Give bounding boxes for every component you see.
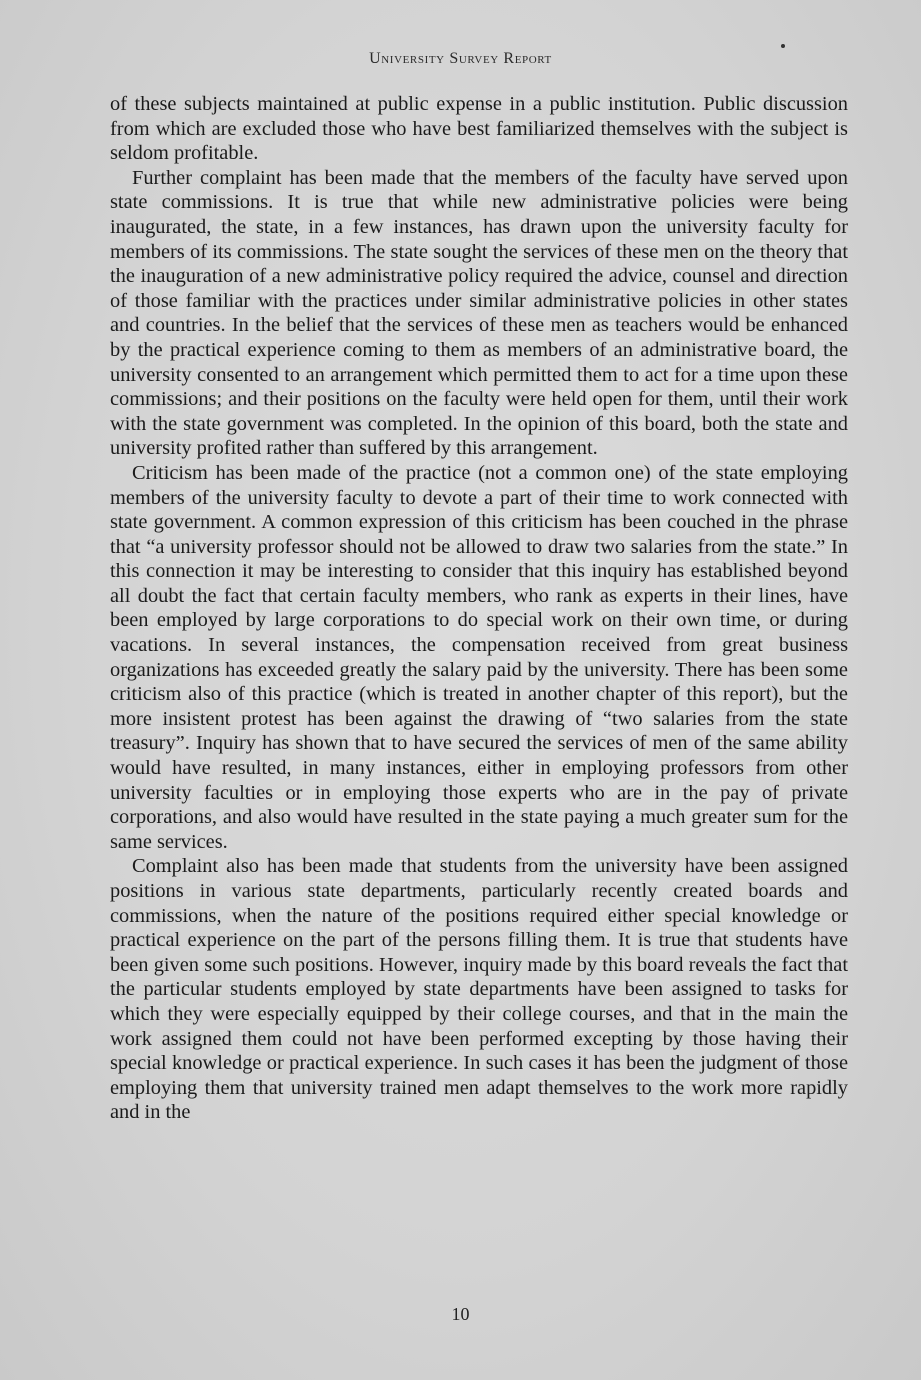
paragraph-students-positions: Complaint also has been made that students from the university have been assigned positions in various state departments, particularly recently created boards and commissions, when the nature of the positions required either special knowledge or practical experience on the part of the persons filling them. It is true that students have been given some such positions. However, inquiry made by this board reveals the fact that the particular students employed by state departments have been assigned to tasks for which they were especially equipped by their college courses, and that in the main the work assigned them could not have been performed excepting by those having their special knowledge or practical experience. In such cases it has been the judgment of those employing them that university trained men adapt themselves to the work more rapidly and in the bbox=[110, 855, 848, 1124]
running-header: University Survey Report bbox=[369, 50, 552, 67]
page-number: 10 bbox=[451, 1304, 470, 1324]
body-text bbox=[110, 92, 848, 1125]
paragraph-continued: of these subjects maintained at public expense in a public institution. Public discussion from which are excluded those who have best familiarized themselves with the subject is seldom profitable. bbox=[110, 93, 848, 165]
paragraph-faculty-commissions: Further complaint has been made that the members of the faculty have served upon state commissions. It is true that while new administrative policies were being inaugurated, the state, in a few instances, has drawn upon the university faculty for members of its commissions. The state sought the services of these men on the theory that the inauguration of a new administrative policy required the advice, counsel and direction of those familiar with the practices under similar administrative policies in other states and countries. In the belief that the services of these men as teachers would be enhanced by the practical experience coming to them as members of an administrative board, the university consented to an arrangement which permitted them to act for a time upon these commissions; and their positions on the faculty were held open for them, until their work with the state government was completed. In the opinion of this board, both the state and university profited rather than suffered by this arrangement. bbox=[110, 166, 848, 460]
paragraph-two-salaries-criticism: Criticism has been made of the practice (not a common one) of the state employing members of the university faculty to devote a part of their time to work connected with state government. A common expression of this criticism has been couched in the phrase that “a university professor should not be allowed to draw two salaries from the state.” In this connection it may be interesting to consider that this inquiry has established beyond all doubt the fact that certain faculty members, who rank as experts in their lines, have been employed by large corporations to do special work on their own time, or during vacations. In several instances, the compensation received from great business organizations has exceeded greatly the salary paid by the university. There has been some criticism also of this practice (which is treated in another chapter of this report), but the more insistent protest has been against the drawing of “two salaries from the state treasury”. Inquiry has shown that to have secured the services of men of the same ability would have resulted, in many instances, either in employing professors from other university faculties or in employing those experts who are in the pay of private corporations, and also would have resulted in the state paying a much greater sum for the same services. bbox=[110, 461, 848, 853]
ink-speck bbox=[781, 44, 785, 48]
